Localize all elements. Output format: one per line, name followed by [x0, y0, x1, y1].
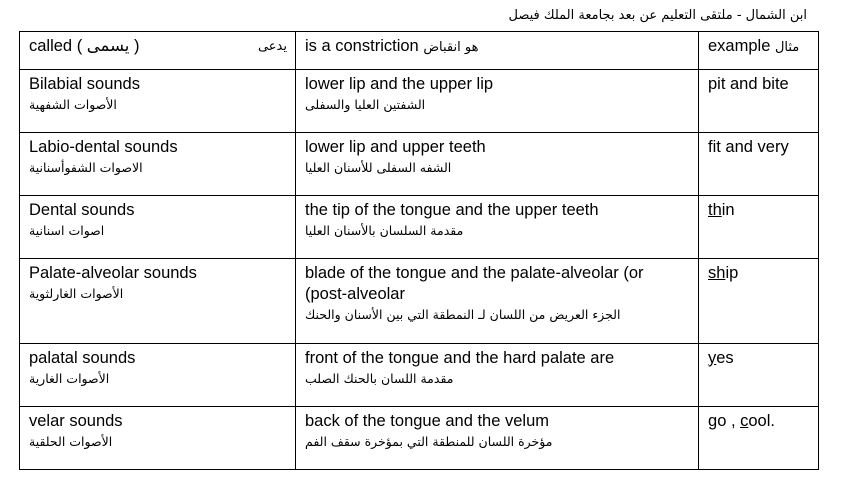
example-cell	[699, 70, 819, 133]
sound-name-ar: الاصوات الشفوأسنانية	[29, 160, 143, 175]
table-row	[20, 259, 819, 344]
sound-cell	[20, 407, 296, 470]
sound-cell	[20, 133, 296, 196]
sound-name-en: Labio-dental sounds	[29, 138, 178, 156]
constriction-en: back of the tongue and the velum	[305, 412, 550, 430]
example-text: es	[716, 349, 734, 367]
sound-name-ar: اصوات اسنانية	[29, 223, 105, 238]
sound-name-en: palatal sounds	[29, 349, 136, 367]
header-constriction	[296, 32, 699, 70]
header-called	[20, 32, 296, 70]
example-text-2: ool.	[748, 412, 775, 430]
example-text: ip	[725, 264, 739, 282]
sound-name-en: velar sounds	[29, 412, 123, 430]
table-header-row	[20, 32, 819, 70]
header-called-en: called ( يسمى )	[29, 37, 140, 55]
sound-name-ar: الأصوات الغارية	[29, 371, 110, 386]
sound-name-ar: الأصوات الغارلثوية	[29, 286, 124, 301]
table-row	[20, 133, 819, 196]
header-constriction-ar: هو انقباض	[423, 40, 479, 55]
sound-cell	[20, 196, 296, 259]
example-text: pit and bite	[708, 75, 789, 93]
constriction-cell	[296, 133, 699, 196]
constriction-en: lower lip and the upper lip	[305, 75, 494, 93]
example-cell	[699, 344, 819, 407]
example-cell	[699, 196, 819, 259]
header-example	[699, 32, 819, 70]
constriction-ar: مقدمة السلسان بالأسنان العليا	[305, 223, 464, 238]
constriction-cell	[296, 70, 699, 133]
sound-name-en: Dental sounds	[29, 201, 135, 219]
table-row	[20, 70, 819, 133]
example-underlined: g	[708, 412, 718, 430]
constriction-ar: مقدمة اللسان بالحنك الصلب	[305, 371, 454, 386]
sound-name-en: Palate-alveolar sounds	[29, 264, 197, 282]
constriction-ar: الشفتين العليا والسفلى	[305, 97, 426, 112]
sound-cell	[20, 259, 296, 344]
example-text: fit and very	[708, 138, 789, 156]
example-cell	[699, 133, 819, 196]
example-underlined-2: c	[740, 412, 749, 430]
table-row	[20, 407, 819, 470]
sound-name-en: Bilabial sounds	[29, 75, 140, 93]
constriction-cell	[296, 259, 699, 344]
header-called-ar: يدعى	[257, 39, 287, 54]
sound-name-ar: الأصوات الشفهية	[29, 97, 117, 112]
constriction-ar: مؤخرة اللسان للمنطقة التي بمؤخرة سقف الفم	[305, 434, 553, 449]
header-constriction-en: is a constriction	[305, 37, 419, 55]
constriction-cell	[296, 407, 699, 470]
example-cell	[699, 407, 819, 470]
constriction-cell	[296, 196, 699, 259]
sound-cell	[20, 70, 296, 133]
constriction-en: blade of the tongue and the palate-alveolar (or (post-alveolar	[305, 264, 644, 303]
sound-name-ar: الأصوات الحلقية	[29, 434, 113, 449]
header-example-en: example	[708, 37, 771, 55]
table-row	[20, 196, 819, 259]
table-row	[20, 344, 819, 407]
constriction-cell	[296, 344, 699, 407]
example-underlined: y	[708, 349, 717, 367]
example-underlined: sh	[708, 264, 726, 282]
example-text: o ,	[717, 412, 741, 430]
constriction-ar: الجزء العريض من اللسان لـ النمطقة التي بين الأسنان والحنك	[305, 307, 621, 322]
sounds-table	[19, 31, 819, 470]
example-underlined: th	[708, 201, 722, 219]
example-cell	[699, 259, 819, 344]
sound-cell	[20, 344, 296, 407]
constriction-ar: الشفه السفلى للأسنان العليا	[305, 160, 452, 175]
constriction-en: front of the tongue and the hard palate are	[305, 349, 615, 367]
header-example-ar: مثال	[774, 40, 800, 55]
example-text: in	[721, 201, 735, 219]
document-header: ابن الشمال - ملتقى التعليم عن بعد بجامعة الملك فيصل	[508, 8, 807, 23]
constriction-en: the tip of the tongue and the upper teeth	[305, 201, 599, 219]
constriction-en: lower lip and upper teeth	[305, 138, 486, 156]
